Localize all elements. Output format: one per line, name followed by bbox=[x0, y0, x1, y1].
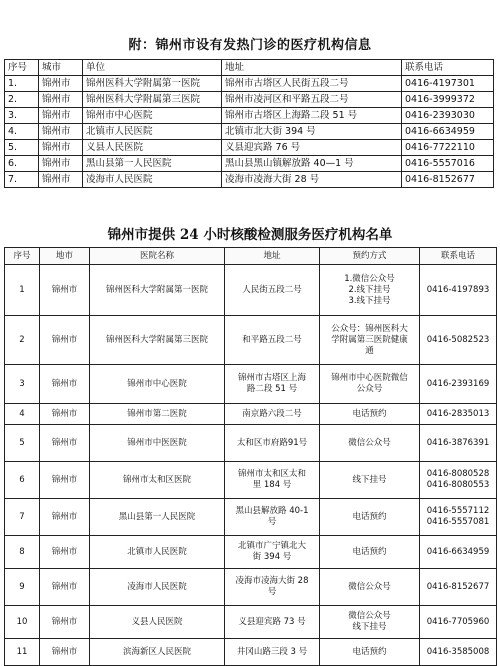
column-header: 地址 bbox=[222, 60, 402, 76]
table-cell: 9 bbox=[5, 569, 40, 606]
cell-line: 0416-8152677 bbox=[426, 581, 490, 592]
table-cell: 锦州市 bbox=[39, 156, 83, 172]
table-cell bbox=[320, 606, 420, 639]
table-cell: 锦州市 bbox=[40, 316, 90, 365]
table-cell: 锦州医科大学附属第一医院 bbox=[83, 76, 222, 92]
table-cell bbox=[420, 404, 497, 425]
table-row bbox=[5, 425, 497, 462]
cell-line: 锦州市太和区太和 bbox=[237, 469, 306, 479]
table-cell bbox=[320, 499, 420, 536]
cell-line: 0416-7705960 bbox=[426, 616, 490, 627]
table-cell: 锦州市 bbox=[40, 569, 90, 606]
table-cell: 2 bbox=[5, 316, 40, 365]
table-cell bbox=[225, 569, 320, 606]
table-row bbox=[5, 92, 494, 108]
table-cell bbox=[225, 316, 320, 365]
cell-line: 0416-2835013 bbox=[426, 408, 490, 419]
table-row bbox=[5, 140, 494, 156]
table-cell: 6. bbox=[5, 156, 39, 172]
table-cell: 黑山县黑山镇解放路 40—1 号 bbox=[222, 156, 402, 172]
cell-line: 通 bbox=[365, 345, 374, 356]
table-cell: 锦州市凌河区和平路五段二号 bbox=[222, 92, 402, 108]
table-cell bbox=[420, 316, 497, 365]
cell-line: 3.线下挂号 bbox=[348, 295, 391, 306]
cell-line: 0416-6634959 bbox=[426, 546, 490, 557]
table-cell bbox=[320, 639, 420, 666]
table-cell: 锦州市中医医院 bbox=[90, 425, 225, 462]
cell-line: 北镇市广宁镇北大 bbox=[237, 541, 306, 551]
table-cell bbox=[420, 536, 497, 569]
table-cell: 锦州市 bbox=[39, 76, 83, 92]
cell-line: 电话预约 bbox=[352, 511, 387, 522]
table-cell: 锦州市 bbox=[39, 140, 83, 156]
table-row bbox=[5, 499, 497, 536]
cell-line: 线下挂号 bbox=[352, 622, 387, 632]
table-cell bbox=[420, 462, 497, 499]
table-cell bbox=[225, 425, 320, 462]
table-cell: 5 bbox=[5, 425, 40, 462]
cell-line: 微信公众号 bbox=[348, 581, 391, 592]
table-cell: 锦州市第二医院 bbox=[90, 404, 225, 425]
table-cell: 锦州市 bbox=[39, 108, 83, 124]
column-header: 序号 bbox=[5, 248, 40, 265]
table-cell: 锦州市 bbox=[40, 499, 90, 536]
table-row bbox=[5, 569, 497, 606]
cell-line: 0416-2393169 bbox=[426, 378, 490, 389]
table-row bbox=[5, 365, 497, 404]
table-cell: 7. bbox=[5, 172, 39, 188]
cell-line: 学附属第三医院健康 bbox=[331, 334, 408, 345]
table-cell bbox=[225, 536, 320, 569]
table-cell bbox=[225, 606, 320, 639]
cell-line: 义县迎宾路 73 号 bbox=[238, 616, 306, 627]
table-cell: 1 bbox=[5, 265, 40, 316]
column-header: 地址 bbox=[225, 248, 320, 265]
table-cell: 锦州市 bbox=[40, 365, 90, 404]
table-cell: 锦州市古塔区上海路二段 51 号 bbox=[222, 108, 402, 124]
table-cell bbox=[320, 365, 420, 404]
cell-line: 号 bbox=[267, 587, 277, 597]
table-row bbox=[5, 265, 497, 316]
cell-line: 街 394 号 bbox=[252, 552, 292, 562]
cell-line: 0416-5557112 bbox=[426, 506, 490, 516]
table-row bbox=[5, 316, 497, 365]
table-cell: 锦州市 bbox=[39, 172, 83, 188]
table-cell: 滨海新区人民医院 bbox=[90, 639, 225, 666]
cell-line: 微信公众号 bbox=[348, 611, 391, 621]
column-header: 联系电话 bbox=[420, 248, 497, 265]
cell-line: 0416-5082523 bbox=[426, 334, 490, 345]
cell-line: 锦州市中心医院微信 bbox=[331, 373, 408, 383]
table-cell: 锦州市 bbox=[39, 124, 83, 140]
cell-line: 锦州市古塔区上海 bbox=[237, 373, 306, 383]
column-header: 单位 bbox=[83, 60, 222, 76]
table-row bbox=[5, 639, 497, 666]
column-header: 联系电话 bbox=[402, 60, 494, 76]
table-header-row bbox=[5, 60, 494, 76]
cell-line: 公众号 bbox=[356, 384, 383, 394]
cell-line: 0416-3876391 bbox=[426, 437, 490, 448]
table-cell: 锦州市 bbox=[40, 606, 90, 639]
cell-line: 电话预约 bbox=[352, 408, 387, 419]
table-cell: 凌海市人民医院 bbox=[90, 569, 225, 606]
table-cell: 2. bbox=[5, 92, 39, 108]
table-cell: 3 bbox=[5, 365, 40, 404]
table-cell bbox=[420, 425, 497, 462]
table-cell: 锦州医科大学附属第一医院 bbox=[90, 265, 225, 316]
table-cell: 锦州市中心医院 bbox=[83, 108, 222, 124]
table-cell: 锦州医科大学附属第三医院 bbox=[83, 92, 222, 108]
cell-line: 太和区市府路91号 bbox=[236, 437, 308, 448]
table-header-row bbox=[5, 248, 497, 265]
table-cell: 义县迎宾路 76 号 bbox=[222, 140, 402, 156]
table-cell bbox=[320, 265, 420, 316]
table-cell: 0416-2393030 bbox=[402, 108, 494, 124]
table-cell: 0416-8152677 bbox=[402, 172, 494, 188]
column-header: 预约方式 bbox=[320, 248, 420, 265]
table-cell: 锦州市 bbox=[40, 265, 90, 316]
nucleic-test-title: 锦州市提供 24 小时核酸检测服务医疗机构名单 bbox=[107, 227, 393, 243]
fever-clinic-title: 附：锦州市设有发热门诊的医疗机构信息 bbox=[128, 38, 372, 53]
cell-line: 0416-5557081 bbox=[426, 517, 490, 527]
table-cell: 锦州市太和区医院 bbox=[90, 462, 225, 499]
table-cell: 锦州市 bbox=[40, 462, 90, 499]
table-cell: 0416-6634959 bbox=[402, 124, 494, 140]
table-cell bbox=[320, 404, 420, 425]
cell-line: 电话预约 bbox=[352, 646, 387, 657]
table-row bbox=[5, 462, 497, 499]
cell-line: 号 bbox=[267, 517, 277, 527]
table-cell bbox=[320, 316, 420, 365]
table-cell: 北镇市人民医院 bbox=[83, 124, 222, 140]
table-cell: 4 bbox=[5, 404, 40, 425]
column-header: 序号 bbox=[5, 60, 39, 76]
cell-line: 0416-8080553 bbox=[426, 480, 490, 490]
table-cell: 锦州市古塔区人民街五段二号 bbox=[222, 76, 402, 92]
table-cell: 黑山县第一人民医院 bbox=[90, 499, 225, 536]
table-cell: 锦州市 bbox=[40, 536, 90, 569]
table-cell bbox=[320, 425, 420, 462]
table-cell: 10 bbox=[5, 606, 40, 639]
table-row bbox=[5, 536, 497, 569]
cell-line: 里 184 号 bbox=[252, 480, 292, 490]
table-cell: 0416-5557016 bbox=[402, 156, 494, 172]
table-cell: 锦州市 bbox=[40, 404, 90, 425]
table-cell: 8 bbox=[5, 536, 40, 569]
table-cell: 黑山县第一人民医院 bbox=[83, 156, 222, 172]
cell-line: 公众号：锦州医科大 bbox=[331, 323, 408, 334]
cell-line: 井冈山路三段 3 号 bbox=[236, 646, 308, 657]
table-cell: 北镇市北大街 394 号 bbox=[222, 124, 402, 140]
table-cell bbox=[320, 536, 420, 569]
table-cell bbox=[225, 639, 320, 666]
table-cell: 0416-4197301 bbox=[402, 76, 494, 92]
table-cell: 锦州市 bbox=[40, 425, 90, 462]
table-cell: 锦州医科大学附属第三医院 bbox=[90, 316, 225, 365]
cell-line: 0416-4197893 bbox=[426, 284, 490, 295]
table-cell: 3. bbox=[5, 108, 39, 124]
table-cell bbox=[320, 569, 420, 606]
cell-line: 电话预约 bbox=[352, 546, 387, 557]
table-cell: 义县人民医院 bbox=[90, 606, 225, 639]
table-cell: 1. bbox=[5, 76, 39, 92]
column-header: 城市 bbox=[39, 60, 83, 76]
cell-line: 凌海市凌海大街 28 bbox=[235, 576, 309, 586]
table-row bbox=[5, 76, 494, 92]
table-row bbox=[5, 172, 494, 188]
table-cell bbox=[225, 499, 320, 536]
table-cell bbox=[225, 365, 320, 404]
table-cell: 5. bbox=[5, 140, 39, 156]
table-cell bbox=[320, 462, 420, 499]
table-cell: 0416-3999372 bbox=[402, 92, 494, 108]
table-cell bbox=[420, 569, 497, 606]
table-cell: 7 bbox=[5, 499, 40, 536]
table-cell bbox=[420, 606, 497, 639]
table-cell: 北镇市人民医院 bbox=[90, 536, 225, 569]
cell-line: 路二段 51 号 bbox=[246, 384, 298, 394]
cell-line: 1.微信公众号 bbox=[344, 273, 395, 284]
fever-clinic-table bbox=[4, 59, 494, 188]
table-row bbox=[5, 404, 497, 425]
cell-line: 线下挂号 bbox=[352, 474, 387, 485]
column-header: 地市 bbox=[40, 248, 90, 265]
table-cell bbox=[420, 365, 497, 404]
table-cell bbox=[420, 639, 497, 666]
nucleic-test-table bbox=[4, 247, 497, 666]
table-cell bbox=[225, 265, 320, 316]
table-cell bbox=[225, 462, 320, 499]
table-row bbox=[5, 124, 494, 140]
table-cell: 凌海市人民医院 bbox=[83, 172, 222, 188]
table-row bbox=[5, 156, 494, 172]
table-cell: 11 bbox=[5, 639, 40, 666]
table-cell: 锦州市 bbox=[40, 639, 90, 666]
column-header: 医院名称 bbox=[90, 248, 225, 265]
cell-line: 微信公众号 bbox=[348, 437, 391, 448]
table-row bbox=[5, 108, 494, 124]
table-cell: 锦州市中心医院 bbox=[90, 365, 225, 404]
cell-line: 0416-3585008 bbox=[426, 646, 490, 657]
table-row bbox=[5, 606, 497, 639]
table-cell bbox=[420, 499, 497, 536]
table-cell: 4. bbox=[5, 124, 39, 140]
table-cell: 0416-7722110 bbox=[402, 140, 494, 156]
table-cell: 凌海市凌海大街 28 号 bbox=[222, 172, 402, 188]
cell-line: 南京路六段二号 bbox=[242, 408, 302, 419]
cell-line: 人民街五段二号 bbox=[242, 284, 302, 295]
table-cell: 6 bbox=[5, 462, 40, 499]
cell-line: 黑山县解放路 40-1 bbox=[235, 506, 309, 516]
cell-line: 0416-8080528 bbox=[426, 469, 490, 479]
table-cell: 义县人民医院 bbox=[83, 140, 222, 156]
table-cell bbox=[225, 404, 320, 425]
cell-line: 2.线下挂号 bbox=[348, 284, 391, 295]
cell-line: 和平路五段二号 bbox=[242, 334, 302, 345]
table-cell: 锦州市 bbox=[39, 92, 83, 108]
table-cell bbox=[420, 265, 497, 316]
